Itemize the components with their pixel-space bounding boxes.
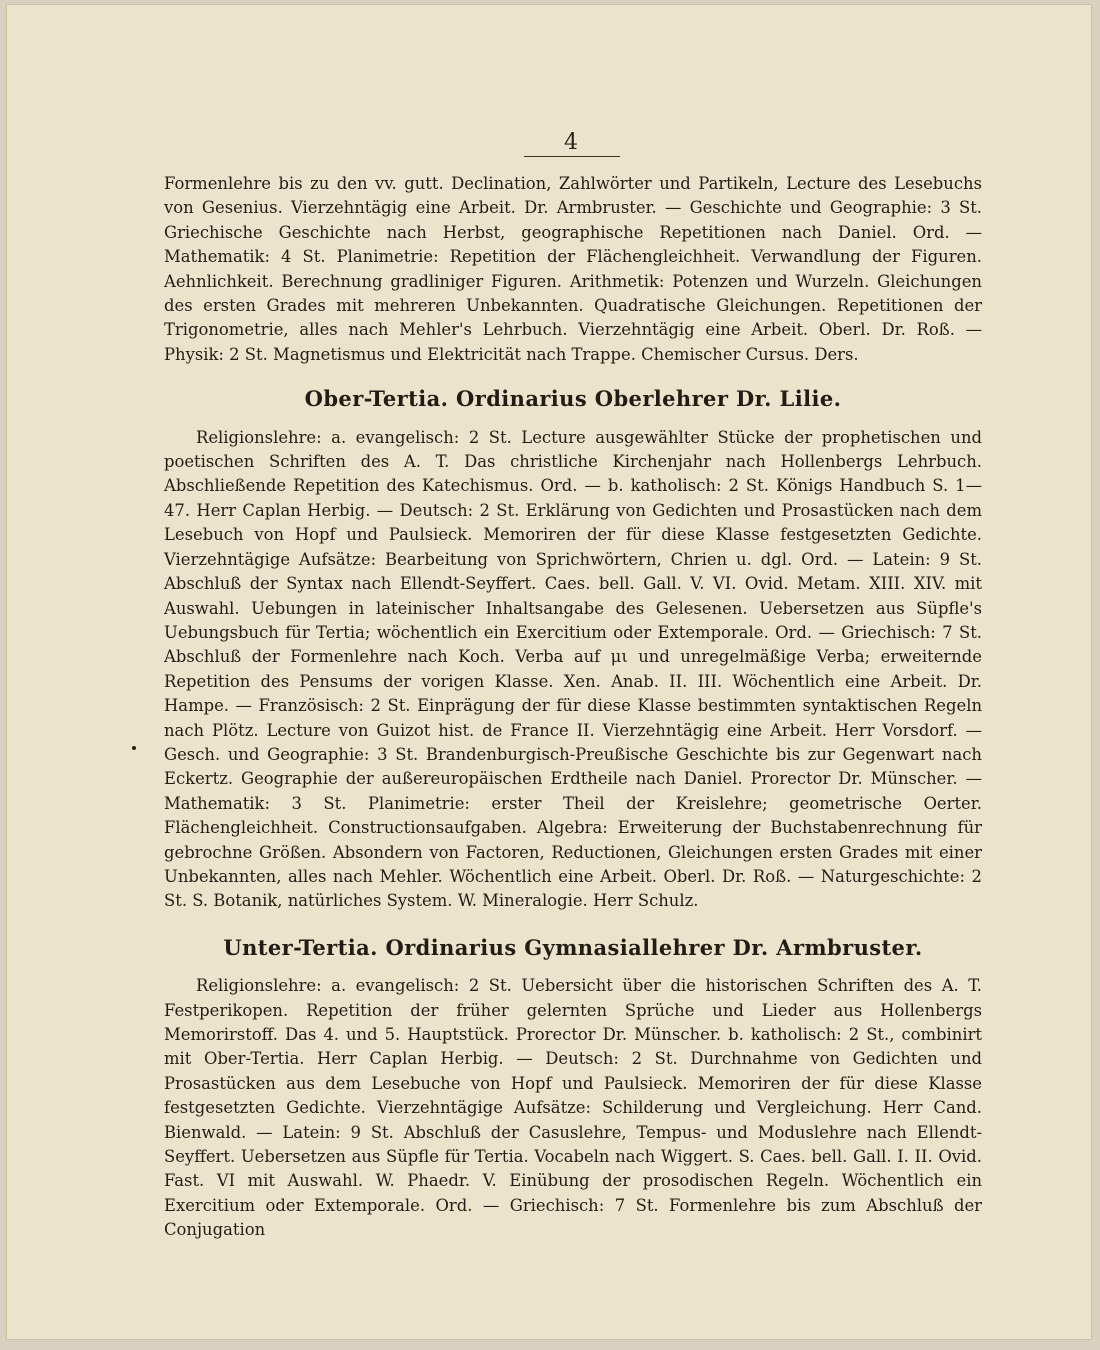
continuation-paragraph: Formenlehre bis zu den vv. gutt. Declination, Zahlwörter und Partikeln, Lecture des Lesebuchs von Gesenius. Vierzehntägig eine Arbeit. Dr. Armbruster. — Geschichte und Geographie: 3 St. Griechische Geschichte nach Herbst, geographische Repetitionen nach Daniel. Ord. — Mathematik: 4 St. Planimetrie: Repetition der Flächengleichheit. Verwandlung der Figuren. Aehnlichkeit. Berechnung gradliniger Figuren. Arithmetik: Potenzen und Wurzeln. Gleichungen des ersten Grades mit mehreren Unbekannten. Quadratische Gleichungen. Repetitionen der Trigonometrie, alles nach Mehler's Lehrbuch. Vierzehntägig eine Arbeit. Oberl. Dr. Roß. — Physik: 2 St. Magnetismus und Elektricität nach Trappe. Chemischer Cursus. Ders. [164,174,982,364]
page-number-rule [524,156,620,157]
ink-dot [132,746,136,750]
ober-tertia-heading: Ober-Tertia. Ordinarius Oberlehrer Dr. Lilie. [304,386,842,412]
ober-tertia-paragraph: Religionslehre: a. evangelisch: 2 St. Lecture ausgewählter Stücke der prophetischen und poetischen Schriften des A. T. Das christliche Kirchenjahr nach Hollenbergs Lehrbuch. Abschließende Repetition des Katechismus. Ord. — b. katholisch: 2 St. Königs Handbuch S. 1—47. Herr Caplan Herbig. — Deutsch: 2 St. Erklärung von Gedichten und Prosastücken nach dem Lesebuch von Hopf und Paulsieck. Memoriren der für diese Klasse festgesetzten Gedichte. Vierzehntägige Aufsätze: Bearbeitung von Sprichwörtern, Chrien u. dgl. Ord. — Latein: 9 St. Abschluß der Syntax nach Ellendt-Seyffert. Caes. bell. Gall. V. VI. Ovid. Metam. XIII. XIV. mit Auswahl. Uebungen in lateinischer Inhaltsangabe des Gelesenen. Uebersetzen aus Süpfle's Uebungsbuch für Tertia; wöchentlich ein Exercitium oder Extemporale. Ord. — Griechisch: 7 St. Abschluß der Formenlehre nach Koch. Verba auf μι und unregelmäßige Verba; erweiternde Repetition des Pensums der vorigen Klasse. Xen. Anab. II. III. Wöchentlich eine Arbeit. Dr. Hampe. — Französisch: 2 St. Einprägung der für diese Klasse bestimmten syntaktischen Regeln nach Plötz. Lecture von Guizot hist. de France II. Vierzehntägig eine Arbeit. Herr Vorsdorf. — Gesch. und Geographie: 3 St. Brandenburgisch-Preußische Geschichte bis zur Gegenwart nach Eckertz. Geographie der außereuropäischen Erdtheile nach Daniel. Prorector Dr. Münscher. — Mathematik: 3 St. Planimetrie: erster Theil der Kreislehre; geometrische Oerter. Flächengleichheit. Constructionsaufgaben. Algebra: Erweiterung der Buchstabenrechnung für gebrochne Größen. Absondern von Factoren, Reductionen, Gleichungen ersten Grades mit einer Unbekannten, alles nach Mehler. Wöchentlich eine Arbeit. Oberl. Dr. Roß. — Naturgeschichte: 2 St. S. Botanik, natürliches System. W. Mineralogie. Herr Schulz. [164,427,982,911]
page-body [164,172,982,1243]
page-number: 4 [564,130,578,155]
document-page [6,4,1092,1340]
unter-tertia-paragraph: Religionslehre: a. evangelisch: 2 St. Uebersicht über die historischen Schriften des A. T. Festperikopen. Repetition der früher gelernten Sprüche und Lieder aus Hollenbergs Memorirstoff. Das 4. und 5. Hauptstück. Prorector Dr. Münscher. b. katholisch: 2 St., combinirt mit Ober-Tertia. Herr Caplan Herbig. — Deutsch: 2 St. Durchnahme von Gedichten und Prosastücken aus dem Lesebuche von Hopf und Paulsieck. Memoriren der für diese Klasse festgesetzten Gedichte. Vierzehntägige Aufsätze: Schilderung und Vergleichung. Herr Cand. Bienwald. — Latein: 9 St. Abschluß der Casuslehre, Tempus- und Moduslehre nach Ellendt-Seyffert. Uebersetzen aus Süpfle für Tertia. Vocabeln nach Wiggert. S. Caes. bell. Gall. I. II. Ovid. Fast. VI mit Auswahl. W. Phaedr. V. Einübung der prosodischen Regeln. Wöchentlich ein Exercitium oder Extemporale. Ord. — Griechisch: 7 St. Formenlehre bis zum Abschluß der Conjugation [164,976,982,1240]
unter-tertia-heading: Unter-Tertia. Ordinarius Gymnasiallehrer Dr. Armbruster. [223,934,923,960]
